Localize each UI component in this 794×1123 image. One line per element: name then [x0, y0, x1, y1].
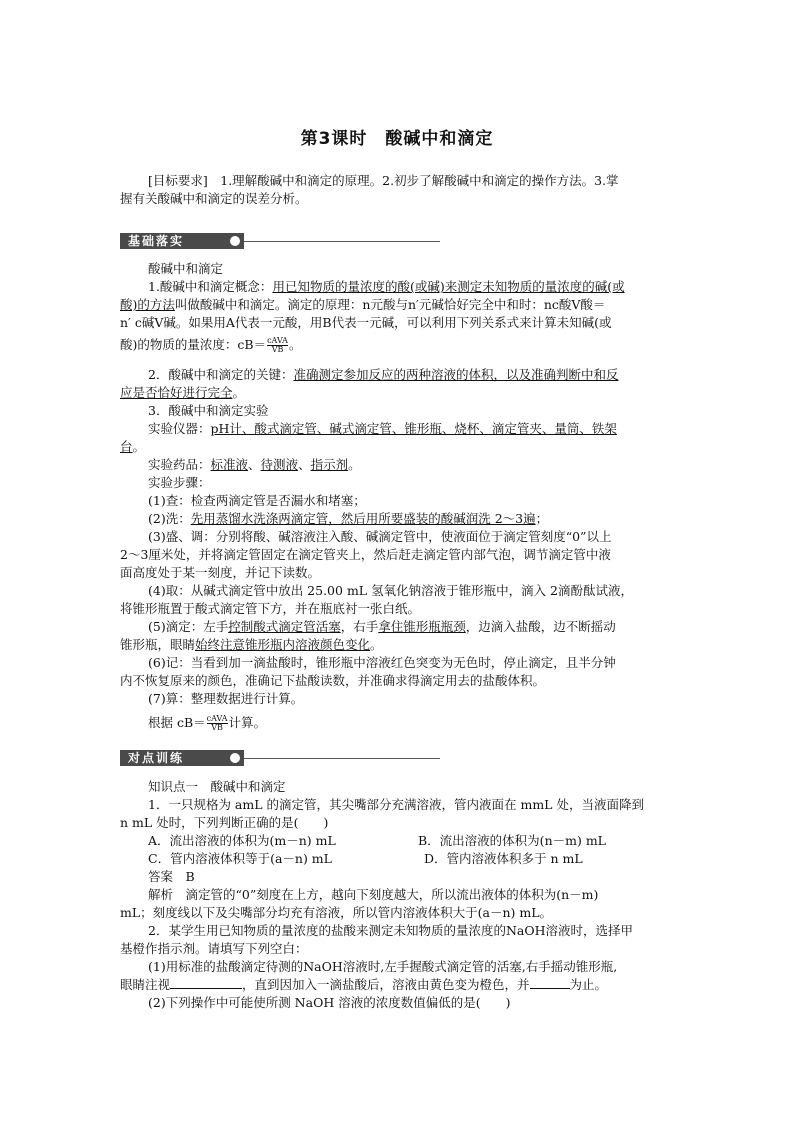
goal-line-2: 握有关酸碱中和滴定的误差分析。	[120, 191, 308, 206]
answer: 答案 B	[148, 869, 195, 884]
step-2: (2)洗：先用蒸馏水洗涤两滴定管，然后用所要盛装的酸碱润洗 2～3遍；	[148, 511, 549, 526]
option-b: B．流出溶液的体积为(n－m) mL	[418, 833, 606, 848]
para-1-line-1: 1.酸碱中和滴定概念：用已知物质的量浓度的酸(或碱)来测定未知物质的量浓度的碱(或	[148, 279, 625, 294]
page-title: 第3课时 酸碱中和滴定	[300, 129, 494, 149]
instruments-line-2: 台。	[120, 439, 146, 454]
chemicals-line: 实验药品：标准液、待测液、指示剂。	[148, 457, 361, 472]
step-6-line-2: 内不恢复原来的颜色，准确记下盐酸读数，并准确求得滴定用去的盐酸体积。	[120, 673, 546, 688]
option-a: A．流出溶液的体积为(m－n) mL	[148, 833, 336, 848]
step-6-line-1: (6)记：当看到加一滴盐酸时，锥形瓶中溶液红色突变为无色时，停止滴定，且半分钟	[148, 655, 616, 670]
step-3-line-2: 2～3厘米处，并将滴定管固定在滴定管夹上，然后赶走滴定管内部气泡，调节滴定管中液	[120, 547, 611, 562]
fill-blank-2[interactable]	[530, 976, 570, 989]
fill-blank-1[interactable]	[170, 976, 242, 989]
explanation-line-1: 解析 滴定管的“0”刻度在上方，越向下刻度越大，所以流出液体的体积为(n－m)	[148, 887, 599, 902]
step-4-line-2: 将锥形瓶置于酸式滴定管下方，并在瓶底衬一张白纸。	[120, 601, 421, 616]
bullet-dot-icon-2	[230, 753, 240, 763]
question-2-line-1: 2．某学生用已知物质的量浓度的盐酸来测定未知物质的量浓度的NaOH溶液时，选择甲	[148, 923, 633, 938]
step-7: (7)算：整理数据进行计算。	[148, 691, 304, 706]
step-3-line-3: 面高度处于某一刻度，并记下读数。	[120, 565, 321, 580]
bullet-dot-icon	[230, 236, 240, 246]
knowledge-point: 知识点一 酸碱中和滴定	[148, 779, 286, 794]
para-1-line-2: 酸)的方法叫做酸碱中和滴定。滴定的原理：n元酸与n′元碱恰好完全中和时：nc酸V酸＝	[120, 297, 606, 312]
explanation-line-2: mL；刻度线以下及尖嘴部分均充有溶液，所以管内溶液体积大于(a－n) mL。	[120, 905, 553, 920]
instruments-line-1: 实验仪器：pH计、酸式滴定管、碱式滴定管、锥形瓶、烧杯、滴定管夹、量筒、铁架	[148, 421, 617, 436]
question-2-line-4: 眼睛注视 ，直到因加入一滴盐酸后，溶液由黄色变为橙色，并 为止。	[120, 977, 608, 992]
section-header-basics	[120, 233, 440, 249]
question-2-line-2: 基橙作指示剂。请填写下列空白：	[120, 941, 308, 956]
section-label: 基础落实	[128, 234, 185, 248]
section-label-2: 对点训练	[128, 751, 185, 765]
question-1-line-2: n mL 处时，下列判断正确的是( )	[120, 815, 329, 830]
para-1-line-3: n′ c碱V碱。如果用A代表一元酸，用B代表一元碱，可以利用下列关系式来计算未知碱(或	[120, 315, 612, 330]
goal-line-1: [目标要求] 1.理解酸碱中和滴定的原理。2.初步了解酸碱中和滴定的操作方法。3.掌	[148, 173, 619, 188]
option-d: D．管内溶液体积多于 n mL	[424, 851, 583, 866]
step-5-line-1: (5)滴定：左手控制酸式滴定管活塞，右手拿住锥形瓶瓶颈，边滴入盐酸，边不断摇动	[148, 619, 616, 634]
question-1-line-1: 1．一只规格为 amL 的滴定管，其尖嘴部分充满溶液，管内液面在 mmL 处，当液面降到	[148, 797, 644, 812]
step-1: (1)查：检查两滴定管是否漏水和堵塞；	[148, 493, 366, 508]
step-4-line-1: (4)取：从碱式滴定管中放出 25.00 mL 氢氧化钠溶液于锥形瓶中，滴入 2滴酚酞试液，	[148, 583, 633, 598]
formula-fraction-2: $\frac{\text{cAVA}}{VB}$	[206, 714, 228, 732]
step-5-line-2: 锥形瓶，眼睛始终注意锥形瓶内溶液颜色变化。	[120, 637, 383, 652]
para-1-line-4: 酸)的物质的量浓度：cB＝ $\frac{\text{cAVA}}{VB}$ 。	[120, 336, 302, 354]
section-header-practice	[120, 750, 440, 766]
option-c: C．管内溶液体积等于(a－n) mL	[148, 851, 332, 866]
para-2-line-1: 2．酸碱中和滴定的关键：准确测定参加反应的两种溶液的体积，以及准确判断中和反	[148, 367, 619, 382]
formula-fraction: $\frac{\text{cAVA}}{VB}$	[267, 336, 288, 354]
para-3: 3．酸碱中和滴定实验	[148, 403, 269, 418]
question-2-line-3: (1)用标准的盐酸滴定待测的NaOH溶液时,左手握酸式滴定管的活塞,右手摇动锥形瓶,	[148, 959, 618, 974]
steps-heading: 实验步骤：	[148, 475, 211, 490]
para-2-line-2: 应是否恰好进行完全。	[120, 385, 246, 400]
step-3-line-1: (3)盛、调：分别将酸、碱溶液注入酸、碱滴定管中，使液面位于滴定管刻度“0”以上	[148, 529, 612, 544]
question-2-line-5: (2)下列操作中可能使所测 NaOH 溶液的浓度数值偏低的是( )	[148, 995, 511, 1010]
section-heading: 酸碱中和滴定	[148, 261, 224, 276]
calc-line: 根据 cB＝ $\frac{\text{cAVA}}{VB}$ 计算。	[148, 714, 267, 732]
